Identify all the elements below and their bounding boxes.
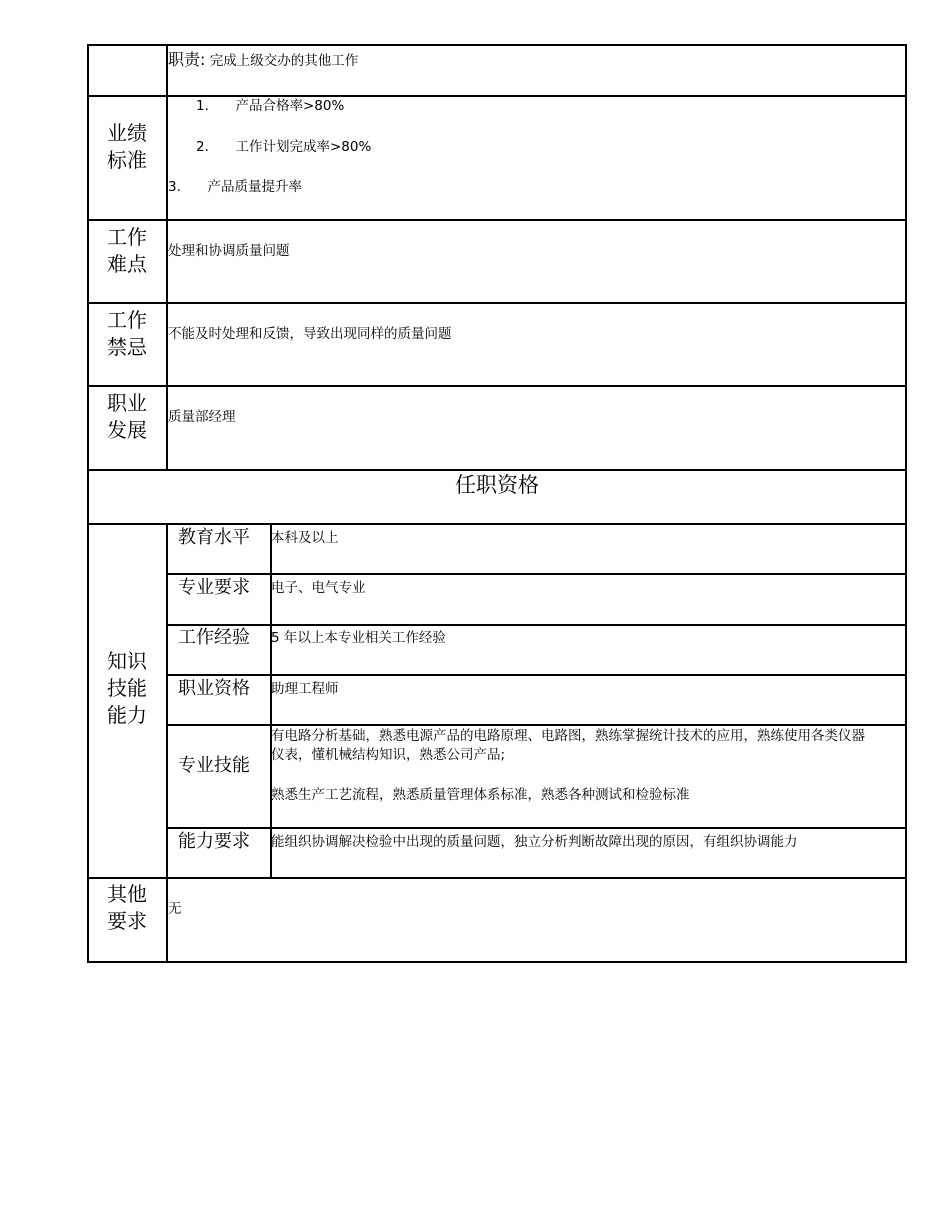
- skills-text-line: 仪表，懂机械结构知识，熟悉公司产品;: [271, 747, 506, 763]
- major-text: 电子、电气专业: [271, 580, 366, 596]
- difficulty-label: 工作 难点: [107, 225, 147, 276]
- subrow-divider: [166, 624, 907, 626]
- experience-label: 工作经验: [178, 627, 250, 648]
- qualification-header: 任职资格: [455, 473, 539, 497]
- ability-label: 能力要求: [178, 831, 250, 852]
- performance-label: 业绩 标准: [107, 121, 147, 172]
- skills-text-line: 有电路分析基础，熟悉电源产品的电路原理、电路图，熟练掌握统计技术的应用，熟练使用各类仪器: [271, 728, 865, 744]
- row-divider: [87, 877, 907, 879]
- table-border-right: [905, 44, 907, 962]
- skills-text-line: 熟悉生产工艺流程，熟悉质量管理体系标准，熟悉各种测试和检验标准: [271, 787, 690, 803]
- performance-item: 2. 工作计划完成率>80%: [196, 139, 372, 155]
- row-divider: [87, 219, 907, 221]
- ability-text: 能组织协调解决检验中出现的质量问题，独立分析判断故障出现的原因，有组织协调能力: [271, 834, 798, 850]
- column-divider: [270, 523, 272, 878]
- major-label: 专业要求: [178, 577, 250, 598]
- subrow-divider: [166, 724, 907, 726]
- other-text: 无: [168, 901, 182, 917]
- experience-text: 5 年以上本专业相关工作经验: [271, 630, 446, 646]
- table-border-top: [87, 44, 907, 46]
- other-label: 其他 要求: [107, 882, 147, 933]
- performance-item: 1. 产品合格率>80%: [196, 98, 345, 114]
- table-border-left: [87, 44, 89, 962]
- certification-label: 职业资格: [178, 678, 250, 699]
- subrow-divider: [166, 827, 907, 829]
- duty-prefix: 职责:: [168, 50, 206, 69]
- career-label: 职业 发展: [107, 391, 147, 442]
- performance-item: 3. 产品质量提升率: [168, 179, 302, 195]
- qualification-group-label: 知识 技能 能力: [107, 649, 147, 727]
- row-divider: [87, 302, 907, 304]
- duty-content: 完成上级交办的其他工作: [209, 53, 359, 69]
- row-divider: [87, 523, 907, 525]
- difficulty-text: 处理和协调质量问题: [168, 243, 290, 259]
- duty-text: [168, 50, 358, 71]
- certification-text: 助理工程师: [271, 681, 339, 697]
- skills-label: 专业技能: [178, 755, 250, 776]
- taboo-label: 工作 禁忌: [107, 308, 147, 359]
- career-text: 质量部经理: [168, 409, 236, 425]
- subrow-divider: [166, 674, 907, 676]
- subrow-divider: [166, 573, 907, 575]
- taboo-text: 不能及时处理和反馈，导致出现同样的质量问题: [168, 326, 452, 342]
- column-divider: [166, 523, 168, 962]
- row-divider: [87, 385, 907, 387]
- education-text: 本科及以上: [271, 530, 339, 546]
- table-border-bottom: [87, 961, 907, 963]
- row-divider: [87, 469, 907, 471]
- education-label: 教育水平: [178, 527, 250, 548]
